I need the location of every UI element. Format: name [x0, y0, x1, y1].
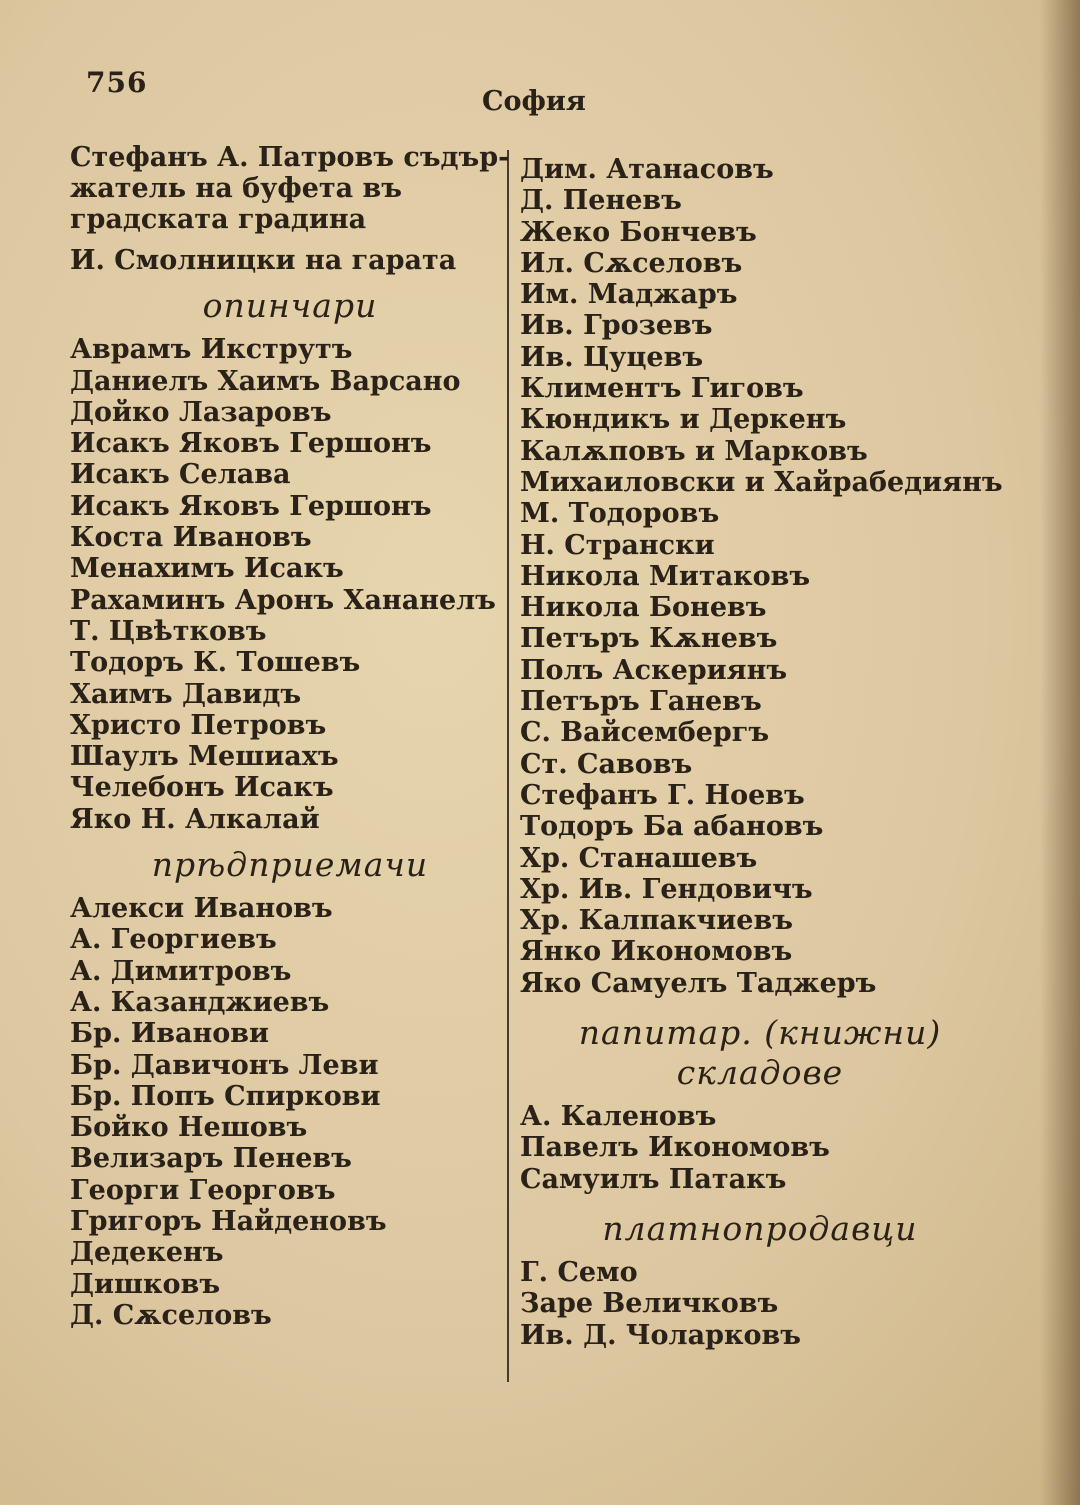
list-item: Янко Икономовъ — [520, 936, 793, 968]
list-item: Исакъ Яковъ Гершонъ — [70, 490, 432, 522]
list-item: Хр. Станашевъ — [520, 842, 758, 874]
list-item: Никола Боневъ — [520, 592, 767, 624]
list-item: Д. Сѫселовъ — [70, 1299, 272, 1331]
list-item: Бр. Попъ Спиркови — [70, 1080, 381, 1112]
list-item: Рахаминъ Аронъ Хананелъ — [70, 584, 496, 616]
list-item: Хр. Калпакчиевъ — [520, 905, 793, 937]
list-item: Дойко Лазаровъ — [70, 396, 332, 428]
list-item: Г. Семо — [520, 1256, 638, 1288]
section-list-opinchari — [70, 334, 510, 835]
list-item: Н. Странски — [520, 529, 715, 561]
list-item: Самуилъ Патакъ — [520, 1163, 787, 1195]
list-item: Дедекенъ — [70, 1237, 224, 1269]
list-item: Тодоръ Ба абановъ — [520, 811, 824, 843]
list-item: Хаимъ Давидъ — [70, 678, 302, 710]
list-item: Ил. Сѫселовъ — [520, 247, 743, 279]
list-item: Жеко Бончевъ — [520, 216, 757, 248]
list-item: Бр. Давичонъ Леви — [70, 1049, 379, 1081]
list-item: Велизаръ Пеневъ — [70, 1143, 352, 1175]
list-item: А. Георгиевъ — [70, 924, 277, 956]
list-item: Полъ Аскериянъ — [520, 654, 788, 686]
list-item: Калѫповъ и Марковъ — [520, 435, 868, 467]
running-head: София — [482, 86, 586, 117]
list-item: Георги Георговъ — [70, 1174, 336, 1206]
list-item: С. Вайсембергъ — [520, 717, 770, 749]
section-heading-papitar: папитар. (книжни) — [578, 1013, 942, 1053]
list-item: Стефанъ А. Патровъ съдър-жатель на буфета въ градската градина — [70, 142, 510, 235]
list-item: Григоръ Найденовъ — [70, 1206, 387, 1238]
list-item: Дим. Атанасовъ — [520, 154, 774, 185]
list-item: Никола Митаковъ — [520, 560, 811, 592]
page-number: 756 — [86, 66, 148, 99]
list-item: Исакъ Селава — [70, 459, 291, 491]
left-column — [70, 142, 510, 1331]
list-item: Менахимъ Исакъ — [70, 553, 344, 585]
list-item: Исакъ Яковъ Гершонъ — [70, 428, 432, 460]
list-item: Михаиловски и Хайрабедиянъ — [520, 466, 1003, 498]
list-item: Ив. Цуцевъ — [520, 341, 704, 373]
list-item: Стефанъ Г. Ноевъ — [520, 779, 805, 811]
section-heading-skladove: складове — [676, 1053, 844, 1093]
list-item: Тодоръ К. Тошевъ — [70, 647, 361, 679]
list-item: Даниелъ Хаимъ Варсано — [70, 365, 461, 397]
list-item: Челебонъ Исакъ — [70, 772, 334, 804]
list-item: Климентъ Гиговъ — [520, 373, 804, 405]
list-item: А. Каленовъ — [520, 1101, 717, 1133]
page-spine-shadow — [1040, 0, 1080, 1505]
section-list-predpriemachi — [70, 893, 510, 1331]
list-item: Шаулъ Мешиахъ — [70, 741, 339, 773]
list-item: Кюндикъ и Деркенъ — [520, 404, 847, 436]
right-column — [520, 154, 1003, 1351]
list-item: Алекси Ивановъ — [70, 893, 333, 925]
list-item: Ив. Д. Чоларковъ — [520, 1319, 801, 1351]
list-item: Аврамъ Икструтъ — [70, 334, 353, 366]
list-item: Петъръ Ганевъ — [520, 686, 762, 718]
continued-list — [520, 154, 1003, 999]
section-heading-platnoprodavci: платнопродавци — [602, 1208, 918, 1248]
list-item: И. Смолницки на гарата — [70, 245, 457, 276]
list-item: Дишковъ — [70, 1268, 221, 1300]
list-item: Им. Маджаръ — [520, 279, 738, 311]
list-item: Петъръ Кѫневъ — [520, 623, 778, 655]
list-item: Ст. Савовъ — [520, 748, 693, 780]
list-item: Коста Ивановъ — [70, 522, 312, 554]
list-item: Хр. Ив. Гендовичъ — [520, 873, 813, 905]
list-item: М. Тодоровъ — [520, 498, 720, 530]
section-heading-opinchari: опинчари — [202, 286, 378, 326]
section-list-papitar — [520, 1101, 1000, 1195]
list-item: Т. Цвѣтковъ — [70, 615, 267, 647]
list-item: Бр. Иванови — [70, 1018, 270, 1050]
list-item: Ив. Грозевъ — [520, 310, 713, 342]
list-item: А. Димитровъ — [70, 955, 292, 987]
list-item: Яко Самуелъ Таджеръ — [520, 967, 877, 999]
list-item: Яко Н. Алкалай — [70, 803, 320, 835]
list-item: Павелъ Икономовъ — [520, 1132, 830, 1164]
list-item: Бойко Нешовъ — [70, 1112, 308, 1144]
list-item: А. Казанджиевъ — [70, 986, 330, 1018]
section-list-platnoprodavci — [520, 1257, 1000, 1351]
list-item: Д. Пеневъ — [520, 185, 682, 217]
list-item: Заре Величковъ — [520, 1288, 779, 1320]
section-heading-predpriemachi: прѣдприемачи — [151, 845, 429, 885]
list-item: Христо Петровъ — [70, 709, 327, 741]
